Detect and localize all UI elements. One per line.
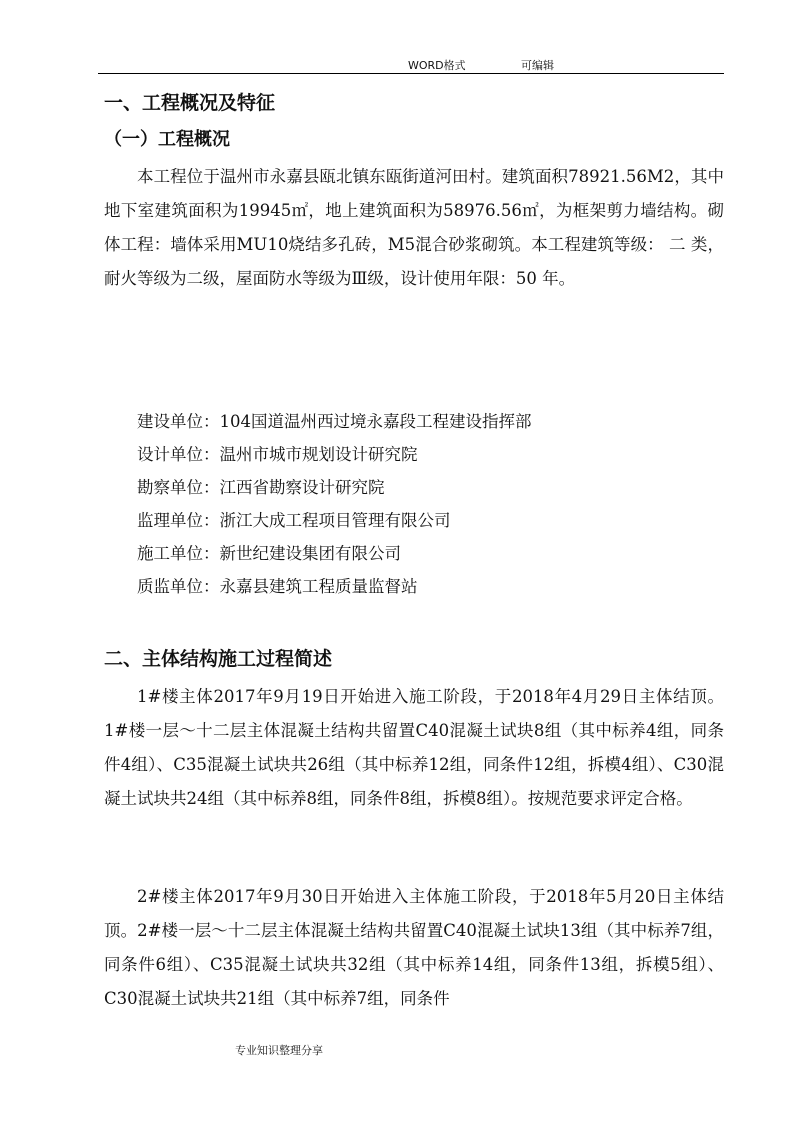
list-item: 质监单位：永嘉县建筑工程质量监督站 (137, 577, 418, 596)
list-item: 建设单位：104国道温州西过境永嘉段工程建设指挥部 (137, 412, 532, 431)
page-footer: 专业知识整理分享 (235, 1044, 323, 1057)
list-item: 监理单位：浙江大成工程项目管理有限公司 (137, 511, 451, 530)
project-overview-paragraph: 本工程位于温州市永嘉县瓯北镇东瓯街道河田村。建筑面积78921.56M2，其中地下室建筑面积为19945㎡，地上建筑面积为58976.56㎡，为框架剪力墙结构。砌体工程：墙体采用MU10烧结多孔砖，M5混合砂浆砌筑。本工程建筑等级： 二 类，耐火等级为二级，屋面防水等级为Ⅲ级，设计使用年限：50 年。 (104, 167, 724, 288)
list-item: 施工单位：新世纪建设集团有限公司 (137, 544, 401, 563)
building2-paragraph: 2#楼主体2017年9月30日开始进入主体施工阶段，于2018年5月20日主体结顶。2#楼一层～十二层主体混凝土结构共留置C40混凝土试块13组（其中标养7组，同条件6组）、C35混凝土试块共32组（其中标养14组，同条件13组，拆模5组）、C30混凝土试块共21组（其中标养7组，同条件 (104, 887, 724, 1008)
section1-subtitle: （一）工程概况 (104, 129, 230, 150)
participating-units-list (137, 405, 532, 603)
building1-paragraph: 1#楼主体2017年9月19日开始进入施工阶段，于2018年4月29日主体结顶。1#楼一层～十二层主体混凝土结构共留置C40混凝土试块8组（其中标养4组，同条件4组）、C35混凝土试块共26组（其中标养12组，同条件12组，拆模4组）、C30混凝土试块共24组（其中标养8组，同条件8组，拆模8组）。按规范要求评定合格。 (104, 687, 724, 808)
header-edit-label: 可编辑 (521, 59, 554, 72)
header-format-label: WORD格式 (408, 59, 466, 72)
page-header (98, 55, 724, 74)
list-item: 勘察单位：江西省勘察设计研究院 (137, 478, 385, 497)
section2-title: 二、主体结构施工过程简述 (104, 648, 333, 670)
section1-title: 一、工程概况及特征 (104, 92, 276, 114)
list-item: 设计单位：温州市城市规划设计研究院 (137, 445, 418, 464)
